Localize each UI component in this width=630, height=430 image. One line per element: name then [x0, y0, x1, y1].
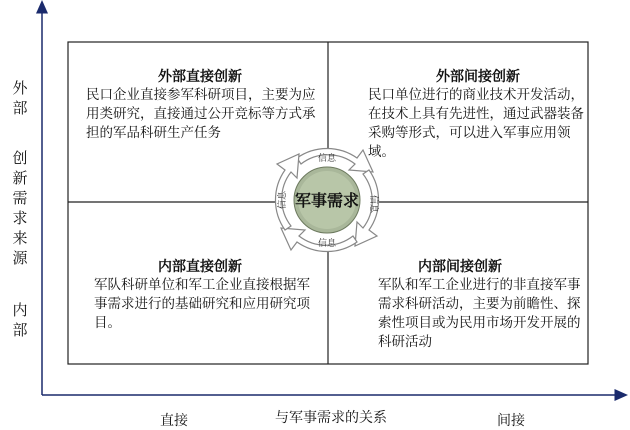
center-cycle: [275, 148, 380, 252]
quadrant-bottom-left-body: 军队科研单位和军工企业直接根据军事需求进行的基础研究和应用研究项目。: [94, 277, 310, 331]
quadrant-bottom-right-title: 内部间接创新: [418, 259, 502, 275]
arrow-label-top: 信息: [317, 154, 337, 164]
quadrant-bottom-left-title: 内部直接创新: [158, 259, 242, 275]
y-axis-top-label: 外部: [12, 79, 28, 117]
y-axis-title: 创新需求来源: [12, 149, 28, 267]
arrow-label-right: 信息: [368, 194, 378, 214]
arrow-label-left: 信息: [278, 190, 288, 210]
center-label: 军事需求: [294, 191, 360, 210]
quadrant-top-right-title: 外部间接创新: [436, 69, 520, 85]
quadrant-top-right-body: 民口单位进行的商业技术开发活动，在技术上具有先进性，通过武器装备采购等形式，可以进入军事应用领域。: [368, 87, 584, 160]
y-axis-bottom-label: 内部: [12, 301, 28, 339]
quadrant-bottom-right-body: 军队和军工企业进行的非直接军事需求科研活动，主要为前瞻性、探索性项目或为民用市场开发开展的科研活动: [378, 277, 581, 350]
x-axis-title: 与军事需求的关系: [275, 410, 387, 426]
arrow-label-bottom: 信息: [317, 239, 337, 249]
quadrant-top-left-body: 民口企业直接参军科研项目，主要为应用类研究，直接通过公开竞标等方式承担的军品科研生产任务: [86, 87, 316, 141]
x-axis-left-label: 直接: [160, 413, 188, 429]
quadrant-top-left-title: 外部直接创新: [158, 69, 242, 85]
x-axis-right-label: 间接: [497, 413, 525, 429]
